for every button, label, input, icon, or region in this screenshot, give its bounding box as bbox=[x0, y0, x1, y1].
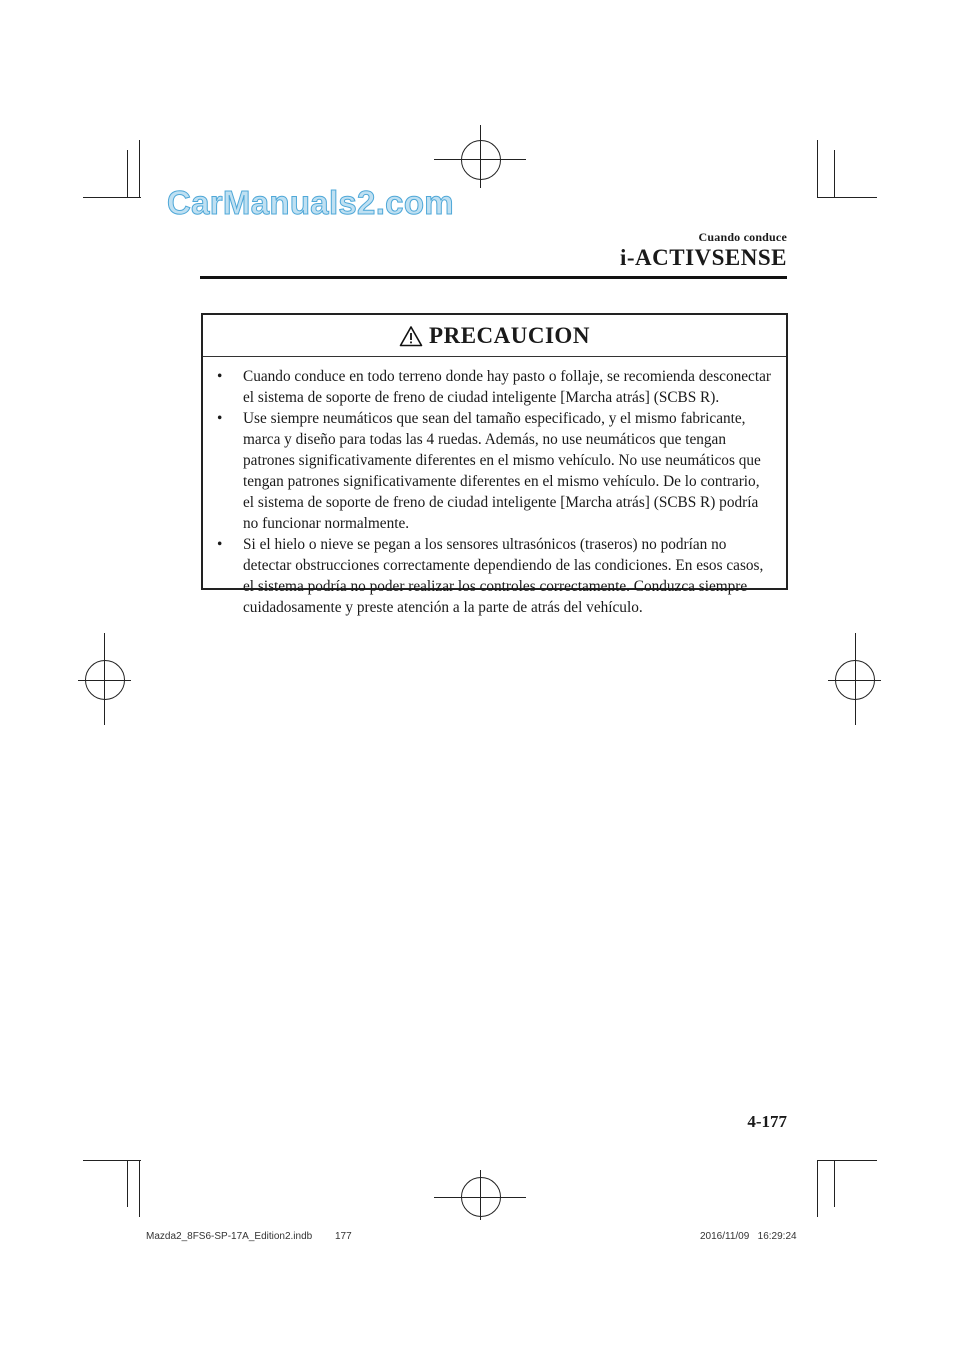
caution-header bbox=[203, 315, 786, 357]
caution-item bbox=[217, 366, 774, 408]
caution-item bbox=[217, 408, 774, 534]
footer-file: Mazda2_8FS6-SP-17A_Edition2.indb bbox=[146, 1231, 313, 1242]
bullet: • bbox=[217, 368, 223, 385]
caution-item-text: Cuando conduce en todo terreno donde hay pasto o follaje, se recomienda desconectar el sistema de soporte de freno de ciudad inteligente [Marcha atrás] (SCBS R). bbox=[243, 368, 771, 406]
caution-item-text: Use siempre neumáticos que sean del tamaño especificado, y el mismo fabricante, marca y diseño para todas las 4 ruedas. Además, no use neumáticos que tengan patrones significativamente diferentes en el mismo vehículo. No use neumáticos que tengan patrones significativamente diferentes en el mismo vehículo. De lo contrario, el sistema de soporte de freno de ciudad inteligente [Marcha atrás] (SCBS R) podría no funcionar normalmente. bbox=[243, 410, 761, 532]
watermark-logo: CarManuals2.com bbox=[167, 184, 454, 221]
caution-title: PRECAUCION bbox=[429, 322, 590, 348]
caution-item bbox=[217, 534, 774, 618]
caution-item-text: Si el hielo o nieve se pegan a los sensores ultrasónicos (traseros) no podrían no detectar obstrucciones correctamente dependiendo de las condiciones. En esos casos, el sistema podría no poder realizar los controles correctamente. Conduzca siempre cuidadosamente y preste atención a la parte de atrás del vehículo. bbox=[243, 536, 764, 616]
caution-box bbox=[201, 313, 788, 616]
caution-list bbox=[203, 357, 786, 618]
page-number: 4-177 bbox=[747, 1112, 787, 1131]
header-rule bbox=[200, 276, 787, 279]
footer-page: 177 bbox=[335, 1231, 352, 1242]
warning-triangle-icon bbox=[399, 325, 423, 347]
section-subtitle: Cuando conduce bbox=[698, 230, 787, 244]
bullet: • bbox=[217, 536, 223, 553]
bullet: • bbox=[217, 410, 223, 427]
section-title: i-ACTIVSENSE bbox=[619, 245, 787, 270]
footer-timestamp: 2016/11/09 16:29:24 bbox=[700, 1231, 797, 1242]
